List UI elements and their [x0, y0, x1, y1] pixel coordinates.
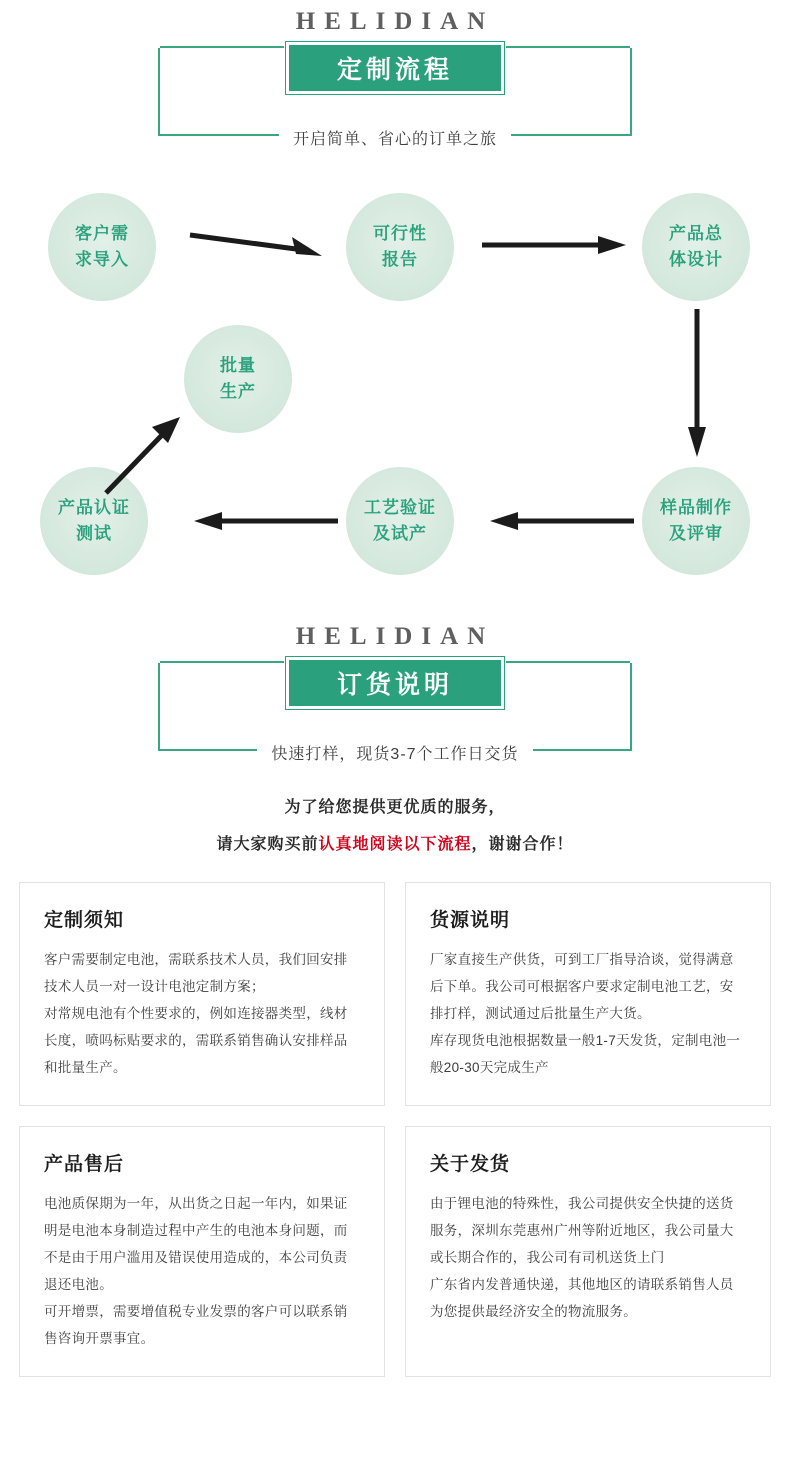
flow-node-1	[48, 193, 156, 301]
card-body-4	[430, 1190, 746, 1325]
flow-node-2	[346, 193, 454, 301]
notice-line-2-prefix: 请大家购买前	[216, 836, 319, 853]
notice-line-1: 为了给您提供更优质的服务，	[284, 799, 506, 816]
arrow-right-1	[186, 227, 326, 261]
flow-node-1-line1: 客户需	[75, 223, 129, 243]
card-body-3	[44, 1190, 360, 1352]
card-3-paragraph-1: 电池质保期为一年，从出货之日起一年内，如果证明是电池本身制造过程中产生的电池本身问题，而不是由于用户滥用及错误使用造成的，本公司负责退还电池。	[44, 1196, 348, 1292]
info-card-after-sales	[19, 1126, 385, 1377]
flow-node-3-line2: 体设计	[669, 250, 723, 269]
brand-wordmark: HELIDIAN	[295, 8, 495, 35]
purchase-notice	[0, 794, 790, 854]
flow-node-3	[642, 193, 750, 301]
flow-node-4-line1: 样品制作	[660, 497, 732, 517]
notice-line-2-suffix: ，谢谢合作！	[471, 836, 574, 853]
order-subtitle-text: 快速打样，现货3-7个工作日交货	[257, 746, 532, 763]
info-card-custom-notes	[19, 882, 385, 1106]
bottom-spacer	[0, 1377, 790, 1417]
arrow-down-1	[686, 307, 708, 459]
brand-wordmark-2: HELIDIAN	[295, 623, 495, 650]
arrow-left-2	[190, 511, 340, 531]
flow-node-3-line1: 产品总	[669, 223, 723, 243]
order-section-header	[0, 615, 790, 780]
flow-node-7	[184, 325, 292, 433]
card-1-paragraph-2: 对常规电池有个性要求的，例如连接器类型，线材长度，喷吗标贴要求的，需联系销售确认安排样品和批量生产。	[44, 1006, 348, 1075]
flow-node-7-line2: 生产	[220, 382, 256, 401]
flow-subtitle-text: 开启简单、省心的订单之旅	[279, 131, 511, 148]
card-2-paragraph-2: 库存现货电池根据数量一般1-7天发货，定制电池一般20-30天完成生产	[430, 1033, 741, 1075]
flow-node-6-line2: 测试	[76, 524, 112, 543]
flow-node-1-line2: 求导入	[75, 250, 129, 269]
card-4-paragraph-2: 广东省内发普通快递，其他地区的请联系销售人员为您提供最经济安全的物流服务。	[430, 1277, 734, 1319]
card-1-paragraph-1: 客户需要制定电池，需联系技术人员，我们回安排技术人员一对一设计电池定制方案；	[44, 952, 348, 994]
order-section-subtitle	[0, 741, 790, 764]
info-card-supply	[405, 882, 771, 1106]
card-4-paragraph-1: 由于锂电池的特殊性，我公司提供安全快捷的送货服务，深圳东莞惠州广州等附近地区，我公司量大或长期合作的，我公司有司机送货上门	[430, 1196, 734, 1265]
notice-line-2-highlight: 认真地阅读以下流程	[318, 836, 472, 853]
flow-node-2-line1: 可行性	[373, 223, 427, 243]
flow-node-6-line1: 产品认证	[58, 497, 130, 517]
flow-section-subtitle	[0, 126, 790, 149]
flow-section-header	[0, 0, 790, 165]
order-section-title: 订货说明	[286, 657, 504, 709]
arrow-right-2	[480, 235, 630, 255]
card-2-paragraph-1: 厂家直接生产供货，可到工厂指导洽谈，觉得满意后下单。我公司可根据客户要求定制电池工艺，安排打样，测试通过后批量生产大货。	[430, 952, 734, 1021]
card-title-2: 货源说明	[430, 910, 511, 931]
flow-node-5	[346, 467, 454, 575]
flow-node-5-line1: 工艺验证	[364, 497, 436, 517]
card-title-4: 关于发货	[430, 1154, 511, 1175]
arrow-up-right-1	[100, 409, 190, 497]
arrow-left-1	[486, 511, 636, 531]
flow-node-4	[642, 467, 750, 575]
notice-line-2	[0, 831, 790, 854]
card-body-1	[44, 946, 360, 1081]
card-title-1: 定制须知	[44, 910, 125, 931]
flow-node-4-line2: 及评审	[669, 524, 723, 543]
card-3-paragraph-2: 可开增票，需要增值税专业发票的客户可以联系销售咨询开票事宜。	[44, 1304, 348, 1346]
info-card-shipping	[405, 1126, 771, 1377]
flow-section-title: 定制流程	[286, 42, 504, 94]
flow-node-5-line2: 及试产	[373, 524, 427, 543]
flow-node-2-line2: 报告	[382, 250, 418, 269]
card-title-3: 产品售后	[44, 1154, 125, 1175]
card-body-2	[430, 946, 746, 1081]
flow-node-7-line1: 批量	[220, 355, 256, 375]
process-flow-diagram	[0, 165, 790, 615]
info-card-grid	[19, 882, 771, 1377]
